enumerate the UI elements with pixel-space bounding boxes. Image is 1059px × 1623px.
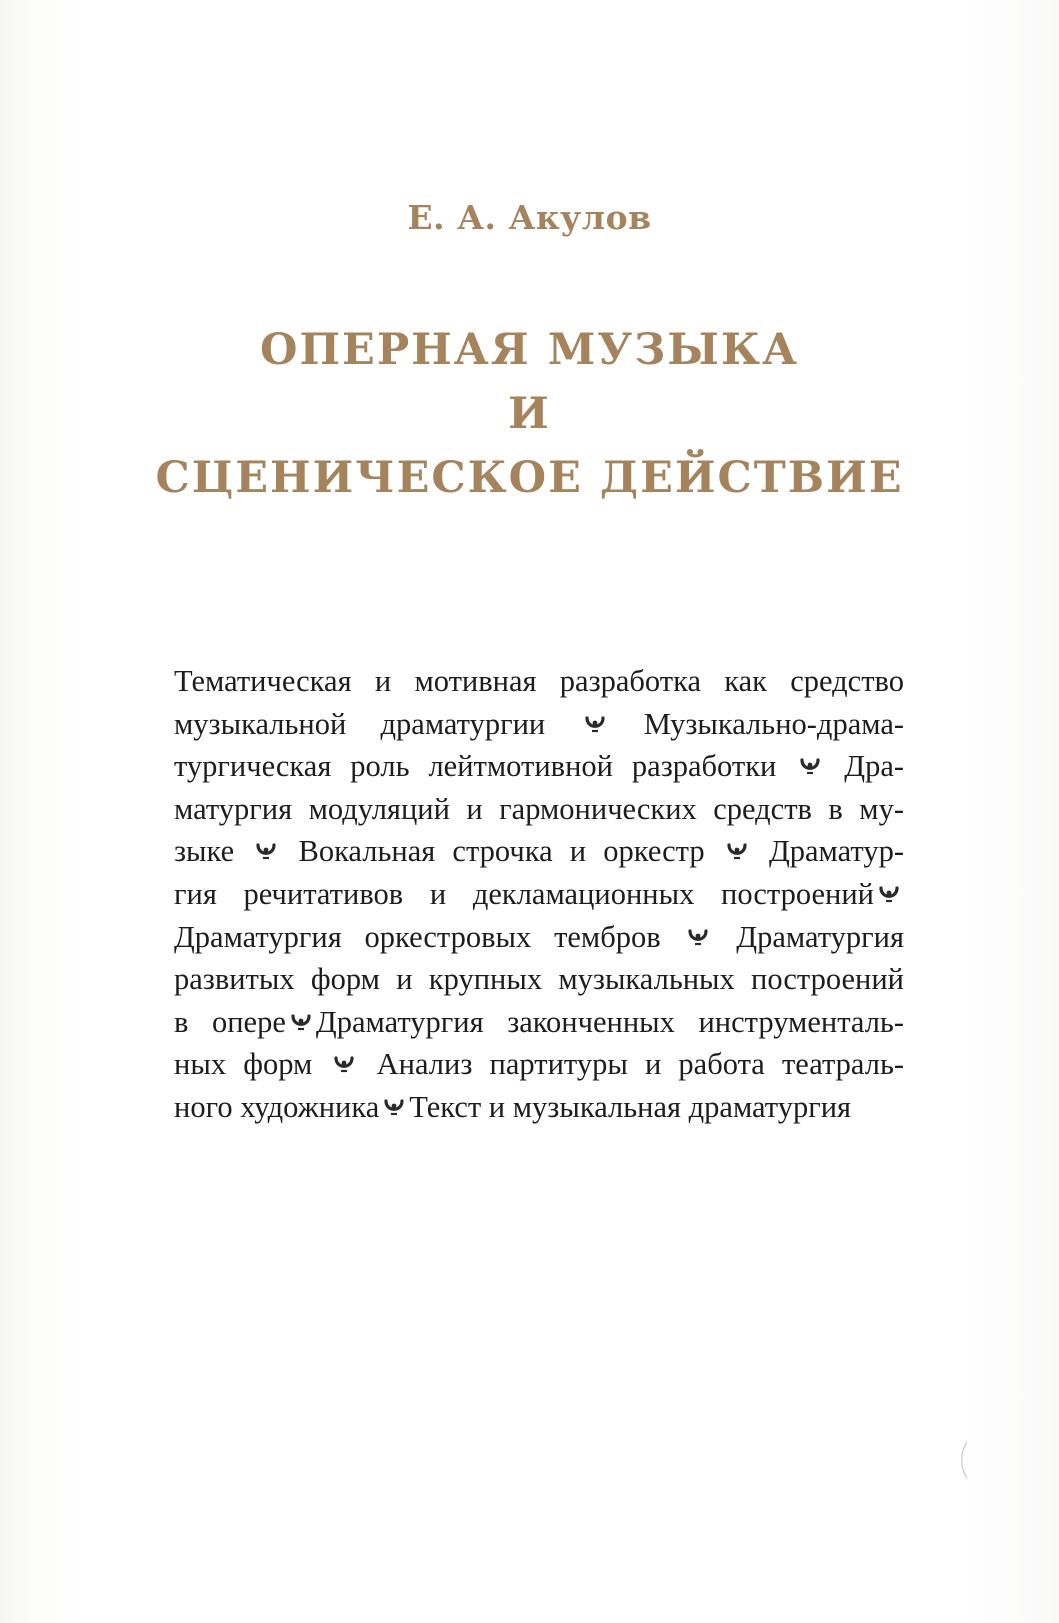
topics-text: Драматургия [736,919,905,954]
topics-text: развитых форм и крупных музыкальных построений [174,962,904,997]
topics-text: Тематическая и мотивная разработка как средство [174,664,904,698]
topics-line [174,1043,904,1086]
lyre-ornament-icon [878,884,900,906]
lyre-ornament-icon [333,1054,355,1076]
topics-text: зыке [174,834,235,869]
topics-line [174,788,904,831]
topics-list [174,660,904,1129]
topics-line [174,873,904,916]
lyre-ornament-icon [726,841,748,863]
topics-text: гия речитативов и декламационных построений [174,876,874,911]
author-name: Е. А. Акулов [407,198,652,237]
topics-text: Музыкально-драма- [643,706,905,741]
topics-text: матургия модуляций и гармонических средств в му- [174,791,904,826]
title-line-1: ОПЕРНАЯ МУЗЫКА [259,325,800,375]
topics-line [174,830,904,873]
topics-text: ных форм [174,1047,313,1082]
topics-text: Анализ партитуры и работа театраль- [376,1047,905,1082]
topics-line [174,958,904,1001]
title-line-3: СЦЕНИЧЕСКОЕ ДЕЙСТВИЕ [155,453,904,503]
topics-text: ного художника [174,1089,380,1124]
title-line-2: И [508,389,551,439]
topics-text: Текст и музыкальная драматургия [409,1089,852,1124]
lyre-ornament-icon [290,1012,312,1034]
topics-line [174,660,904,703]
lyre-ornament-icon [255,841,277,863]
topics-text: Дра- [844,749,905,784]
topics-text: Драматургия оркестровых тембров [174,919,661,954]
lyre-ornament-icon [799,756,821,778]
lyre-ornament-icon [584,714,606,736]
topics-text: в опере [174,1004,286,1039]
topics-line [174,1086,904,1129]
lyre-ornament-icon [383,1097,405,1119]
topics-line [174,703,904,746]
lyre-ornament-icon [687,927,709,949]
topics-text: музыкальной драматургии [174,706,546,741]
topics-text: тургическая роль лейтмотивной разработки [174,749,777,784]
book-title [0,318,1059,510]
topics-line [174,916,904,959]
page-corner-mark [957,1440,971,1480]
topics-line [174,1001,904,1044]
topics-text: Драматургия законченных инструменталь- [315,1004,904,1039]
topics-text: Вокальная строчка и оркестр [298,834,705,869]
topics-line [174,745,904,788]
topics-text: Драматур- [768,834,904,869]
